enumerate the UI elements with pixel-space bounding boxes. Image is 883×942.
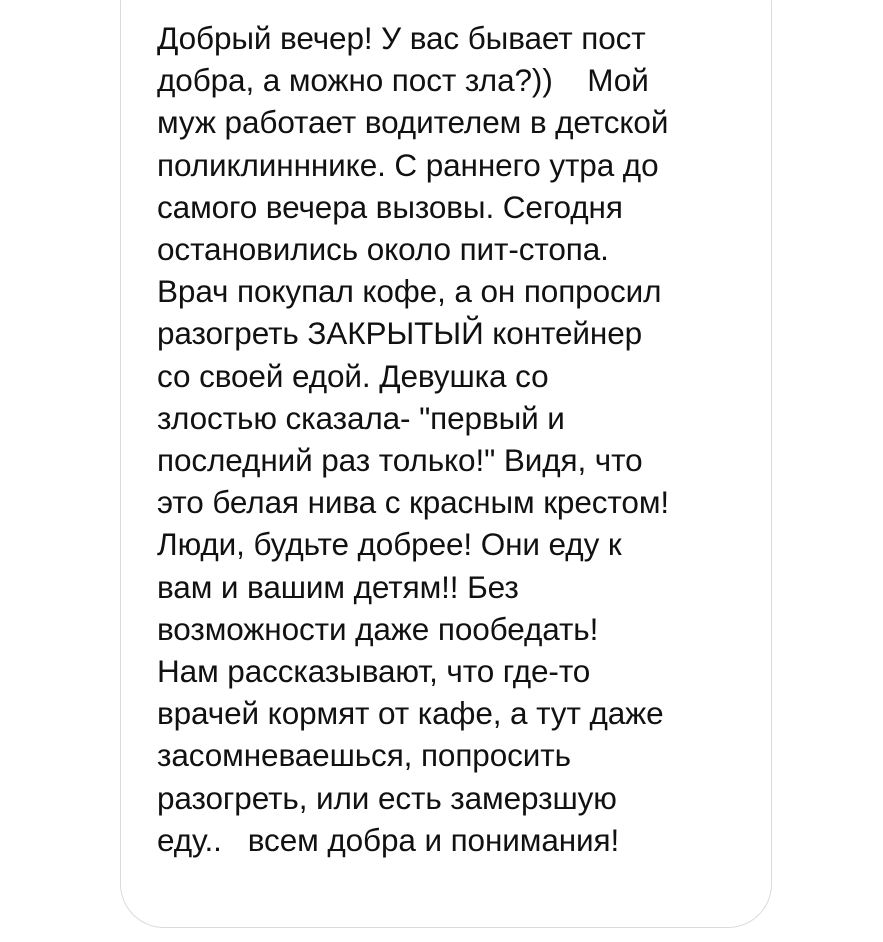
message-line: еду.. всем добра и понимания! — [157, 821, 620, 858]
message-line: поликлинннике. С раннего утра до — [157, 146, 659, 183]
message-line: засомневаешься, попросить — [157, 737, 571, 774]
message-line: разогреть, или есть замерзшую — [157, 779, 617, 816]
message-line: последний раз только!" Видя, что — [157, 442, 643, 479]
message-line: Нам рассказывают, что где-то — [157, 653, 591, 690]
message-line: врачей кормят от кафе, а тут даже — [157, 695, 664, 732]
message-line: добра, а можно пост зла?)) Мой — [157, 62, 649, 99]
message-line: разогреть ЗАКРЫТЫЙ контейнер — [157, 315, 643, 352]
message-line: остановились около пит-стопа. — [157, 231, 609, 268]
message-text — [157, 17, 757, 861]
message-line: вам и вашим детям!! Без — [157, 568, 519, 605]
message-line: злостью сказала- "первый и — [157, 399, 565, 436]
message-line: возможности даже пообедать! — [157, 610, 599, 647]
message-line: самого вечера вызовы. Сегодня — [157, 188, 623, 225]
message-line: Люди, будьте добрее! Они еду к — [157, 526, 622, 563]
message-line: со своей едой. Девушка со — [157, 357, 549, 394]
message-line: муж работает водителем в детской — [157, 104, 669, 141]
message-line: Врач покупал кофе, а он попросил — [157, 273, 662, 310]
message-line: это белая нива с красным крестом! — [157, 484, 670, 521]
message-line: Добрый вечер! У вас бывает пост — [157, 20, 646, 56]
